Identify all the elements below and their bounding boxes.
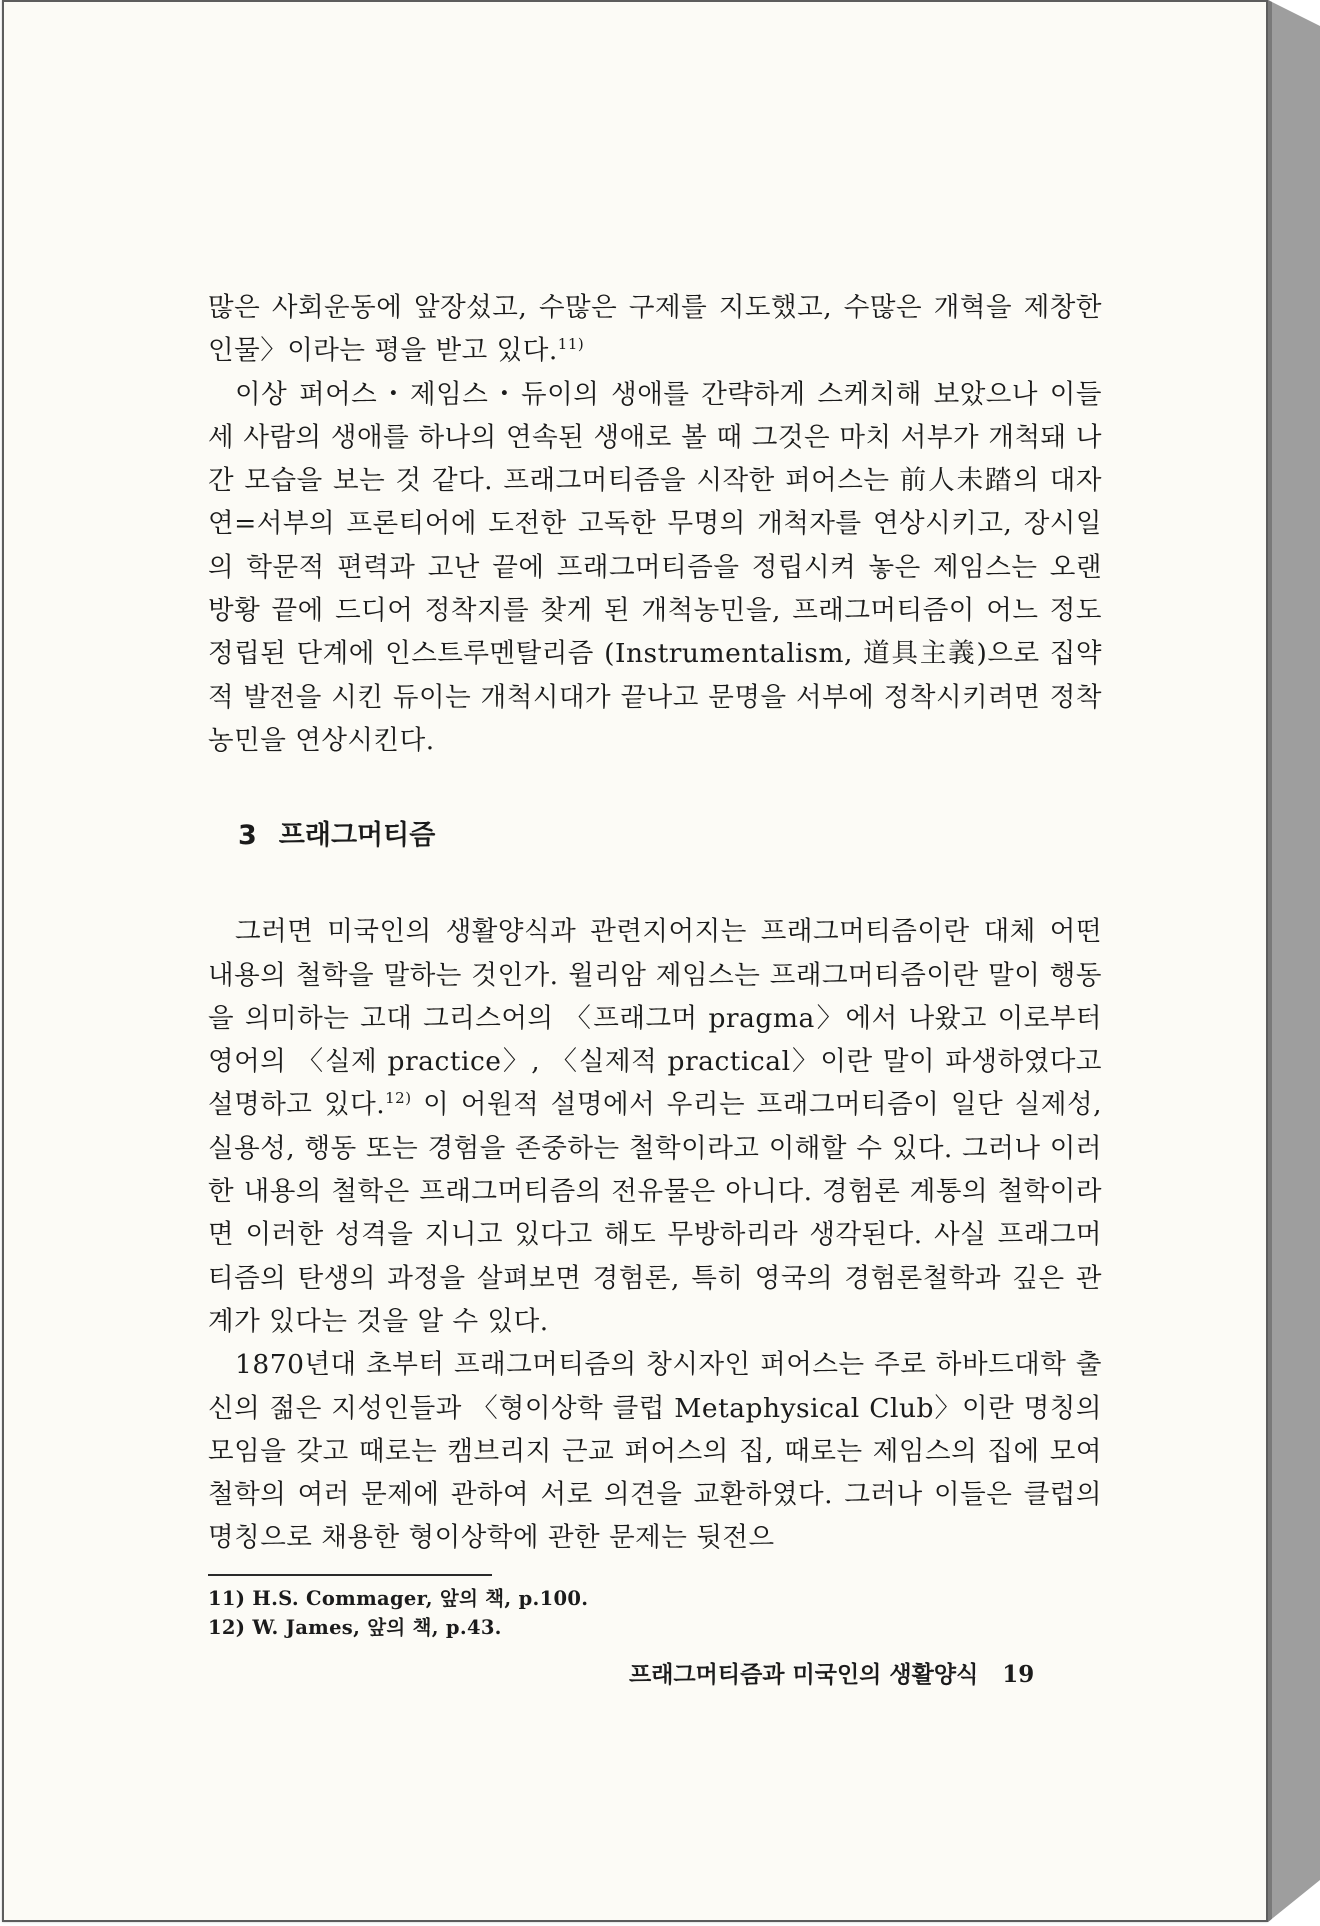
- page-number: 19: [1002, 1661, 1035, 1688]
- page-body: [208, 286, 1102, 1642]
- paragraph-intro-continuation: [208, 286, 1102, 373]
- section-heading: [208, 818, 1102, 854]
- running-footer: [629, 1660, 1034, 1690]
- footnote-11: 11) H.S. Commager, 앞의 책, p.100.: [208, 1586, 589, 1610]
- paragraph-text: 이 어원적 설명에서 우리는 프래그머티즘이 일단 실제성, 실용성, 행동 또는 경험을 존중하는 철학이라고 이해할 수 있다. 그러나 이러한 내용의 철학은 프래그머티즘의 전유물은 아니다. 경험론 계통의 철학이라면 이러한 성격을 지니고 있다고 해도 무방하리라 생각된다. 사실 프래그머티즘의 탄생의 과정을 살펴보면 경험론, 특히 영국의 경험론철학과 깊은 관계가 있다는 것을 알 수 있다.: [208, 1089, 1102, 1337]
- footnote-divider: [208, 1574, 492, 1576]
- paragraph-metaphysical-club: [208, 1343, 1102, 1559]
- page-stack-edge: [1268, 0, 1320, 1922]
- running-title: 프래그머티즘과 미국인의 생활양식: [629, 1661, 979, 1688]
- paragraph-text: 그러면 미국인의 생활양식과 관련지어지는 프래그머티즘이란 대체 어떤 내용의 철학을 말하는 것인가. 윌리암 제임스는 프래그머티즘이란 말이 행동을 의미하는 고대 그리스어의 〈프래그머 pragma〉에서 나왔고 이로부터 영어의 〈실제 practice〉, 〈실제적 practical〉이란 말이 파생하였다고 설명하고 있다.: [208, 916, 1102, 1121]
- footnote-12: 12) W. James, 앞의 책, p.43.: [208, 1615, 502, 1639]
- section-title: 프래그머티즘: [278, 820, 436, 852]
- footnote-reference: 12): [385, 1089, 412, 1108]
- section-number: 3: [238, 820, 257, 852]
- footnote-reference: 11): [557, 335, 585, 354]
- paragraph-pragmatism-definition: [208, 910, 1102, 1343]
- paragraph-text: 1870년대 초부터 프래그머티즘의 창시자인 퍼어스는 주로 하바드대학 출신의 젊은 지성인들과 〈형이상학 클럽 Metaphysical Club〉이란 명칭의 모임을 갖고 때로는 캠브리지 근교 퍼어스의 집, 때로는 제임스의 집에 모여 철학의 여러 문제에 관하여 서로 의견을 교환하였다. 그러나 이들은 클럽의 명칭으로 채용한 형이상학에 관한 문제는 뒷전으: [208, 1349, 1102, 1554]
- paragraph-text: 많은 사회운동에 앞장섰고, 수많은 구제를 지도했고, 수많은 개혁을 제창한 인물〉이라는 평을 받고 있다.: [208, 292, 1102, 367]
- book-page: [2, 0, 1268, 1922]
- paragraph-frontier-analogy: [208, 373, 1102, 763]
- paragraph-text: 이상 퍼어스・제임스・듀이의 생애를 간략하게 스케치해 보았으나 이들 세 사람의 생애를 하나의 연속된 생애로 볼 때 그것은 마치 서부가 개척돼 나간 모습을 보는 것 같다. 프래그머티즘을 시작한 퍼어스는 前人未踏의 대자연=서부의 프론티어에 도전한 고독한 무명의 개척자를 연상시키고, 장시일의 학문적 편력과 고난 끝에 프래그머티즘을 정립시켜 놓은 제임스는 오랜 방황 끝에 드디어 정착지를 찾게 된 개척농민을, 프래그머티즘이 어느 정도 정립된 단계에 인스트루멘탈리즘 (Instrumentalism, 道具主義)으로 집약적 발전을 시킨 듀이는 개척시대가 끝나고 문명을 서부에 정착시키려면 정착농민을 연상시킨다.: [208, 378, 1102, 756]
